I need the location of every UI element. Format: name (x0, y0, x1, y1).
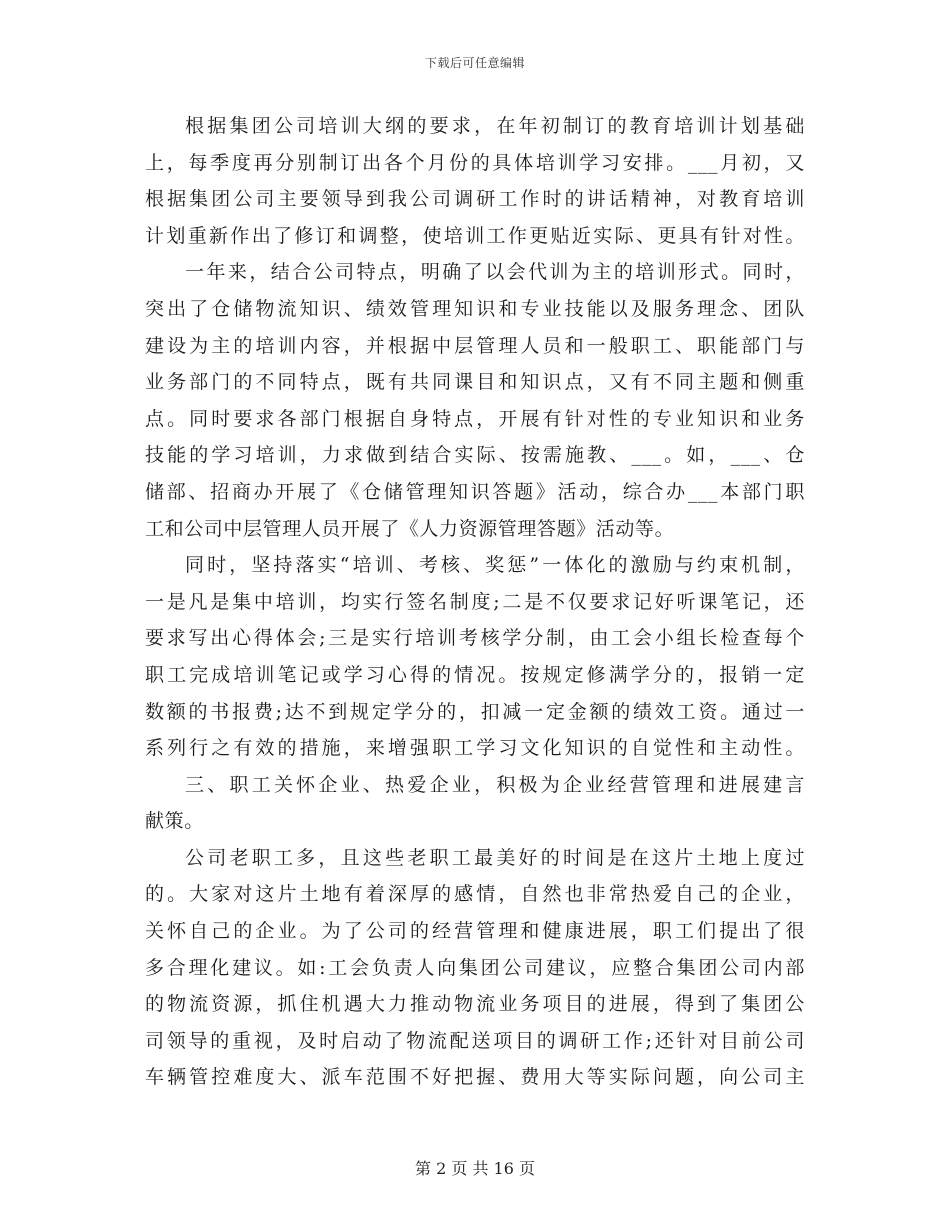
text-line: 多合理化建议。如:工会负责人向集团公司建议，应整合集团公司内部 (145, 956, 805, 979)
text-line: 要求写出心得体会;三是实行培训考核学分制，由工会小组长检查每个 (145, 627, 805, 650)
text-line: 突出了仓储物流知识、绩效管理知识和专业技能以及服务理念、团队 (145, 297, 805, 320)
text-line: 根据集团公司主要领导到我公司调研工作时的讲话精神，对教育培训 (145, 188, 805, 211)
text-line: 工和公司中层管理人员开展了《人力资源管理答题》活动等。 (145, 517, 675, 540)
text-line: 关怀自己的企业。为了公司的经营管理和健康进展，职工们提出了很 (145, 920, 805, 943)
text-line: 建设为主的培训内容，并根据中层管理人员和一般职工、职能部门与 (145, 334, 805, 357)
page-header: 下载后可任意编辑 (424, 56, 525, 70)
text-line: 三、职工关怀企业、热爱企业，积极为企业经营管理和进展建言 (185, 773, 805, 796)
text-line: 的。大家对这片土地有着深厚的感情，自然也非常热爱自己的企业， (145, 883, 805, 906)
text-line: 业务部门的不同特点，既有共同课目和知识点，又有不同主题和侧重 (145, 371, 805, 394)
text-line: 公司老职工多，且这些老职工最美好的时间是在这片土地上度过 (185, 846, 805, 869)
text-line: 的物流资源，抓住机遇大力推动物流业务项目的进展，得到了集团公 (145, 993, 805, 1016)
document-body (145, 108, 805, 1096)
text-line: 职工完成培训笔记或学习心得的情况。按规定修满学分的，报销一定 (145, 663, 805, 686)
text-line: 数额的书报费;达不到规定学分的，扣减一定金额的绩效工资。通过一 (145, 700, 805, 723)
text-line: 点。同时要求各部门根据自身特点，开展有针对性的专业知识和业务 (145, 407, 805, 430)
text-line: 根据集团公司培训大纲的要求，在年初制订的教育培训计划基础 (185, 115, 805, 137)
text-line: 司领导的重视，及时启动了物流配送项目的调研工作;还针对目前公司 (145, 1029, 805, 1052)
text-line: 上，每季度再分别制订出各个月份的具体培训学习安排。___月初，又 (145, 151, 805, 174)
text-line: 一是凡是集中培训，均实行签名制度;二是不仅要求记好听课笔记，还 (145, 590, 805, 613)
text-line: 技能的学习培训，力求做到结合实际、按需施教、___。如，___、仓 (145, 444, 805, 467)
text-line: 同时，坚持落实“培训、考核、奖惩”一体化的激励与约束机制， (185, 554, 805, 577)
text-line: 献策。 (145, 810, 204, 833)
page-number-footer: 第 2 页 共 16 页 (415, 1159, 535, 1178)
text-line: 一年来，结合公司特点，明确了以会代训为主的培训形式。同时， (185, 261, 805, 284)
text-line: 系列行之有效的措施，来增强职工学习文化知识的自觉性和主动性。 (145, 737, 805, 760)
text-line: 计划重新作出了修订和调整，使培训工作更贴近实际、更具有针对性。 (145, 224, 805, 247)
text-line: 车辆管控难度大、派车范围不好把握、费用大等实际问题，向公司主 (145, 1066, 805, 1089)
text-line: 储部、招商办开展了《仓储管理知识答题》活动，综合办___本部门职 (145, 480, 805, 503)
